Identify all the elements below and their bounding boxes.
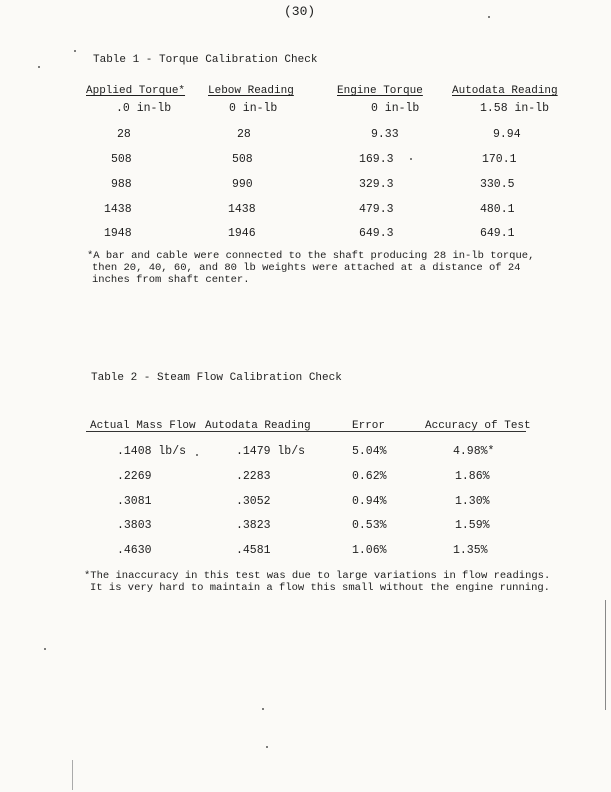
table2-header-autodata-reading: Autodata Reading bbox=[205, 420, 311, 432]
table2-cell: .1408 lb/s bbox=[117, 445, 187, 458]
scan-speck bbox=[266, 746, 268, 748]
table1-cell: 1.58 in-lb bbox=[480, 102, 550, 115]
table1-cell: 1438 bbox=[104, 203, 132, 216]
table1-cell: 990 bbox=[232, 178, 253, 191]
scan-speck bbox=[38, 66, 40, 68]
table1-cell: .0 in-lb bbox=[116, 102, 172, 115]
scan-edge-mark bbox=[605, 600, 606, 710]
table2-cell: 1.06% bbox=[352, 544, 387, 557]
table1-cell: 508 bbox=[232, 153, 253, 166]
table2-cell: 0.53% bbox=[352, 519, 387, 532]
table2-cell: 0.62% bbox=[352, 470, 387, 483]
table2-cell: .2283 bbox=[236, 470, 271, 483]
table2-header-error: Error bbox=[352, 420, 386, 432]
table2-cell: 5.04% bbox=[352, 445, 387, 458]
table2-header-rule bbox=[86, 431, 526, 432]
table2-cell: 4.98%* bbox=[453, 445, 495, 458]
footnote-line: *A bar and cable were connected to the shaft producing 28 in-lb torque, bbox=[87, 250, 535, 262]
scan-speck bbox=[410, 158, 412, 160]
table2-cell: 1.86% bbox=[455, 470, 490, 483]
table1-cell: 480.1 bbox=[480, 203, 515, 216]
page-number: (30) bbox=[284, 4, 316, 19]
scan-speck bbox=[196, 454, 198, 456]
table2-cell: 1.35% bbox=[453, 544, 488, 557]
footnote-line: inches from shaft center. bbox=[92, 274, 250, 286]
table1-cell: 330.5 bbox=[480, 178, 515, 191]
table2-cell: .1479 lb/s bbox=[236, 445, 306, 458]
table1-cell: 9.33 bbox=[371, 128, 399, 141]
footnote-line: then 20, 40, 60, and 80 lb weights were attached at a distance of 24 bbox=[92, 262, 521, 274]
table1-cell: 9.94 bbox=[493, 128, 521, 141]
table1-header-autodata-reading: Autodata Reading bbox=[452, 85, 558, 97]
table2-title: Table 2 - Steam Flow Calibration Check bbox=[91, 372, 342, 384]
table1-cell: 28 bbox=[237, 128, 251, 141]
scan-speck bbox=[74, 50, 76, 52]
table1-cell: 0 in-lb bbox=[229, 102, 278, 115]
table1-header-engine-torque: Engine Torque bbox=[337, 85, 423, 97]
table2-cell: .2269 bbox=[117, 470, 152, 483]
scan-edge-mark bbox=[72, 760, 73, 790]
table2-cell: 1.59% bbox=[455, 519, 490, 532]
table1-cell: 170.1 bbox=[482, 153, 517, 166]
table2-header-accuracy-of-test: Accuracy of Test bbox=[425, 420, 531, 432]
table1-title: Table 1 - Torque Calibration Check bbox=[93, 54, 318, 66]
table1-cell: 169.3 bbox=[359, 153, 394, 166]
table1-cell: 649.3 bbox=[359, 227, 394, 240]
scan-speck bbox=[44, 648, 46, 650]
table1-cell: 649.1 bbox=[480, 227, 515, 240]
table1-cell: 479.3 bbox=[359, 203, 394, 216]
table2-cell: 0.94% bbox=[352, 495, 387, 508]
table1-cell: 0 in-lb bbox=[371, 102, 420, 115]
table1-header-applied-torque: Applied Torque* bbox=[86, 85, 186, 97]
table1-header-lebow-reading: Lebow Reading bbox=[208, 85, 294, 97]
table2-cell: .3081 bbox=[117, 495, 152, 508]
table1-cell: 988 bbox=[111, 178, 132, 191]
table2-header-actual-mass-flow: Actual Mass Flow bbox=[90, 420, 196, 432]
table1-cell: 28 bbox=[117, 128, 131, 141]
table2-cell: .3823 bbox=[236, 519, 271, 532]
footnote-line: *The inaccuracy in this test was due to large variations in flow readings. bbox=[84, 570, 551, 582]
scan-speck bbox=[262, 708, 264, 710]
table1-cell: 1946 bbox=[228, 227, 256, 240]
table1-cell: 1948 bbox=[104, 227, 132, 240]
table2-cell: .3052 bbox=[236, 495, 271, 508]
table2-cell: .3803 bbox=[117, 519, 152, 532]
table1-cell: 329.3 bbox=[359, 178, 394, 191]
table2-cell: .4630 bbox=[117, 544, 152, 557]
table2-cell: 1.30% bbox=[455, 495, 490, 508]
table2-cell: .4581 bbox=[236, 544, 271, 557]
table1-cell: 508 bbox=[111, 153, 132, 166]
scan-speck bbox=[488, 16, 490, 18]
footnote-line: It is very hard to maintain a flow this small without the engine running. bbox=[90, 582, 550, 594]
table1-cell: 1438 bbox=[228, 203, 256, 216]
